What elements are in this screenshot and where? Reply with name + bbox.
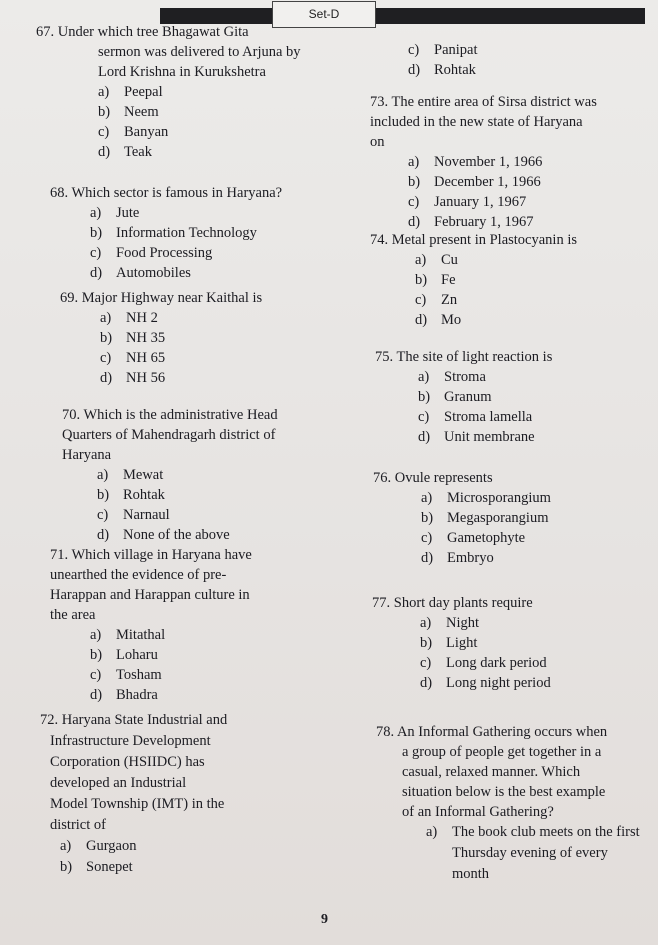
option-letter: c) [408,42,420,58]
option-letter: b) [90,647,103,663]
option-text: Gametophyte [447,530,526,546]
question-text-line [375,347,658,367]
answer-option[interactable] [50,243,340,263]
answer-option[interactable] [50,203,340,223]
question-text-line: a group of people get together in a [402,744,602,760]
option-letter: a) [408,154,420,170]
question-text-line [50,545,340,565]
option-letter: b) [60,859,73,875]
option-text: November 1, 1966 [434,154,543,170]
question-text-line [373,468,658,488]
option-letter: b) [408,174,421,190]
question-number: 73. [370,94,392,110]
question-number: 70. [62,407,84,423]
question-76 [373,468,658,568]
question-text-line [376,722,646,742]
answer-option[interactable] [36,142,336,162]
question-text: Haryana State Industrial and [61,712,228,728]
option-list [36,82,336,162]
answer-option[interactable] [370,212,655,232]
question-text-line [50,183,340,203]
option-list [60,308,340,388]
answer-option[interactable] [36,82,336,102]
option-letter: d) [408,214,421,230]
answer-option[interactable] [375,387,658,407]
option-letter: d) [90,687,103,703]
answer-option[interactable] [373,488,658,508]
answer-option[interactable] [60,348,340,368]
page-number: 9 [321,912,328,927]
answer-option[interactable] [50,263,340,283]
question-number: 67. [36,24,58,40]
option-text: Stroma lamella [444,409,533,425]
question-text-line [60,288,340,308]
question-number: 72. [40,712,62,728]
question-70 [62,405,352,545]
question-text-line [36,22,336,42]
set-label: Set-D [272,1,376,28]
option-letter: c) [418,409,430,425]
option-letter: b) [90,225,103,241]
answer-option[interactable] [372,653,657,673]
option-text: Rohtak [123,487,165,503]
question-text: Metal present in Plastocyanin is [391,232,577,248]
option-letter: a) [418,369,430,385]
answer-option[interactable] [370,172,655,192]
option-letter: b) [418,389,431,405]
option-letter: c) [90,667,102,683]
option-text: NH 35 [126,330,166,346]
answer-option[interactable] [370,270,655,290]
question-text-line: of an Informal Gathering? [402,804,554,820]
question-text: Ovule represents [394,470,493,486]
option-text: Zn [441,292,458,308]
answer-option[interactable] [60,308,340,328]
answer-option[interactable] [376,822,646,885]
option-text: Long dark period [446,655,547,671]
answer-option[interactable] [373,528,658,548]
option-text: Panipat [434,42,478,58]
option-letter: d) [415,312,428,328]
question-text-line [370,92,655,112]
answer-option[interactable] [370,152,655,172]
option-letter: c) [420,655,432,671]
option-letter: a) [98,84,110,100]
question-74 [370,230,655,330]
answer-option[interactable] [50,645,340,665]
option-text: Information Technology [116,225,257,241]
option-letter: d) [418,429,431,445]
option-list [376,822,646,885]
answer-option[interactable] [373,548,658,568]
option-text: The book club meets on the first Thursday evening of every month [452,824,640,882]
question-67 [36,22,336,162]
option-letter: d) [97,527,110,543]
question-text: Major Highway near Kaithal is [81,290,263,306]
option-text: Unit membrane [444,429,535,445]
option-text: Bhadra [116,687,158,703]
option-text: Megasporangium [447,510,549,526]
option-text: Banyan [124,124,169,140]
question-text: The site of light reaction is [396,349,553,365]
option-text: Microsporangium [447,490,551,506]
question-text: Which is the administrative Head [83,407,278,423]
option-letter: a) [90,627,102,643]
answer-option[interactable] [60,328,340,348]
answer-option[interactable] [40,857,340,878]
option-text: Peepal [124,84,163,100]
option-letter: c) [421,530,433,546]
question-number: 69. [60,290,82,306]
question-number: 77. [372,595,394,611]
option-text: Narnaul [123,507,170,523]
option-letter: a) [415,252,427,268]
answer-option[interactable] [40,836,340,857]
option-text: Automobiles [116,265,191,281]
question-68 [50,183,340,283]
option-letter: d) [421,550,434,566]
answer-option[interactable] [370,310,655,330]
question-text: Under which tree Bhagawat Gita [57,24,249,40]
question-69 [60,288,340,388]
question-73 [370,92,655,232]
answer-option[interactable] [50,685,340,705]
answer-option[interactable] [62,525,352,545]
option-letter: a) [97,467,109,483]
answer-option[interactable] [62,485,352,505]
answer-option[interactable] [372,633,657,653]
answer-option[interactable] [372,613,657,633]
question-text-line: Model Township (IMT) in the [50,796,225,812]
answer-option[interactable] [375,407,658,427]
option-text: December 1, 1966 [434,174,541,190]
option-list [408,40,648,80]
option-list [373,488,658,568]
option-letter: d) [90,265,103,281]
question-text-line: Lord Krishna in Kurukshetra [98,64,266,80]
option-letter: d) [408,62,421,78]
answer-option[interactable] [373,508,658,528]
option-letter: b) [98,104,111,120]
question-text-line [372,593,657,613]
option-letter: b) [420,635,433,651]
option-text: Neem [124,104,159,120]
option-text: Rohtak [434,62,476,78]
option-text: Night [446,615,480,631]
option-text: Jute [116,205,140,221]
option-text: Granum [444,389,492,405]
answer-option[interactable] [50,625,340,645]
question-text-line: sermon was delivered to Arjuna by [98,44,301,60]
answer-option[interactable] [408,60,648,80]
question-text-line: unearthed the evidence of pre- [50,567,227,583]
option-letter: b) [415,272,428,288]
answer-option[interactable] [375,427,658,447]
question-text-line: Infrastructure Development [50,733,211,749]
question-text: An Informal Gathering occurs when [396,724,608,740]
question-71 [50,545,340,705]
question-77 [372,593,657,693]
option-letter: a) [421,490,433,506]
question-text-line [40,710,340,731]
option-text: None of the above [123,527,230,543]
question-text-line [62,405,352,425]
option-text: NH 65 [126,350,166,366]
option-text: NH 56 [126,370,166,386]
option-text: February 1, 1967 [434,214,534,230]
question-text-line: the area [50,607,96,623]
option-list [50,625,340,705]
answer-option[interactable] [62,505,352,525]
option-letter: c) [415,292,427,308]
question-number: 76. [373,470,395,486]
question-number: 71. [50,547,72,563]
option-text: Tosham [116,667,162,683]
answer-option[interactable] [370,192,655,212]
option-list [375,367,658,447]
option-letter: d) [100,370,113,386]
question-number: 75. [375,349,397,365]
question-text-line: situation below is the best example [402,784,606,800]
option-letter: b) [100,330,113,346]
answer-option[interactable] [375,367,658,387]
answer-option[interactable] [60,368,340,388]
question-text-line: on [370,134,385,150]
question-78 [376,722,646,885]
question-text: Which village in Haryana have [71,547,252,563]
option-letter: c) [90,245,102,261]
option-text: Gurgaon [86,838,137,854]
question-number: 78. [376,724,397,740]
option-text: Mitathal [116,627,166,643]
question-number: 68. [50,185,72,201]
option-list [40,836,340,878]
answer-option[interactable] [408,40,648,60]
question-75 [375,347,658,447]
option-list [370,152,655,232]
option-text: Fe [441,272,456,288]
option-text: NH 2 [126,310,158,326]
option-letter: c) [408,194,420,210]
option-letter: c) [97,507,109,523]
question-text: Short day plants require [393,595,533,611]
answer-option[interactable] [36,102,336,122]
option-list [50,203,340,283]
question-text: Which sector is famous in Haryana? [71,185,283,201]
option-list [62,465,352,545]
option-text: Embryo [447,550,494,566]
question-text-line: district of [50,817,106,833]
option-text: Mo [441,312,462,328]
option-letter: b) [421,510,434,526]
question-text-line: developed an Industrial [50,775,187,791]
question-text-line: Haryana [62,447,112,463]
option-letter: c) [100,350,112,366]
answer-option[interactable] [36,122,336,142]
option-letter: c) [98,124,110,140]
option-letter: a) [100,310,112,326]
option-text: Cu [441,252,458,268]
option-list [372,613,657,693]
option-text: Teak [124,144,152,160]
question-text-line: casual, relaxed manner. Which [402,764,581,780]
option-text: Mewat [123,467,164,483]
option-text: Light [446,635,478,651]
question-cont [408,40,648,80]
option-text: Long night period [446,675,551,691]
question-text-line: Corporation (HSIIDC) has [50,754,205,770]
question-72 [40,710,340,878]
option-list [370,250,655,330]
question-number: 74. [370,232,392,248]
question-text-line [370,230,655,250]
question-text-line: Harappan and Harappan culture in [50,587,250,603]
option-letter: d) [420,675,433,691]
answer-option[interactable] [62,465,352,485]
option-text: Food Processing [116,245,213,261]
option-letter: a) [60,838,72,854]
answer-option[interactable] [370,250,655,270]
question-text-line: Quarters of Mahendragarh district of [62,427,276,443]
option-text: Sonepet [86,859,133,875]
answer-option[interactable] [372,673,657,693]
option-letter: a) [90,205,102,221]
question-text: The entire area of Sirsa district was [391,94,597,110]
option-text: Stroma [444,369,486,385]
answer-option[interactable] [50,665,340,685]
option-text: Loharu [116,647,158,663]
option-letter: a) [420,615,432,631]
answer-option[interactable] [370,290,655,310]
answer-option[interactable] [50,223,340,243]
option-letter: a) [426,824,438,840]
option-letter: d) [98,144,111,160]
question-text-line: included in the new state of Haryana [370,114,583,130]
option-letter: b) [97,487,110,503]
option-text: January 1, 1967 [434,194,527,210]
